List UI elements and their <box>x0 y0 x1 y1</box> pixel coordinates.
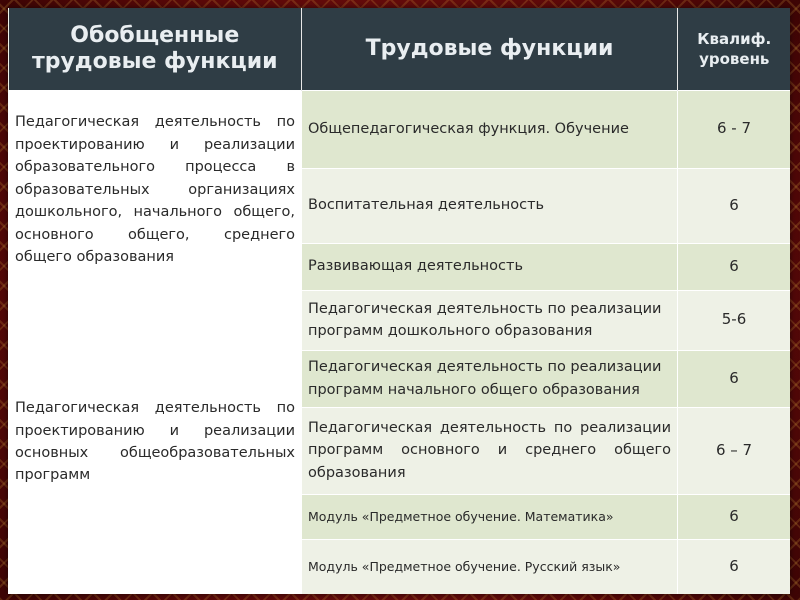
labor-function-cell: Педагогическая деятельность по реализации программ дошкольного образования <box>302 290 678 350</box>
table-row <box>9 90 791 168</box>
labor-function-cell: Воспитательная деятельность <box>302 168 678 243</box>
qualification-level-cell: 6 <box>678 350 791 407</box>
qualification-level-cell: 6 <box>678 494 791 539</box>
qualification-level-cell: 6 <box>678 539 791 594</box>
qualification-level-cell: 6 - 7 <box>678 90 791 168</box>
table-header-row <box>9 8 791 90</box>
qualification-level-cell: 5-6 <box>678 290 791 350</box>
general-function-text: Педагогическая деятельность по проектированию и реализации основных общеобразовательных программ <box>15 400 295 484</box>
header-labor-functions: Трудовые функции <box>302 8 678 90</box>
table-row <box>9 290 791 350</box>
qualification-level-cell: 6 <box>678 168 791 243</box>
general-function-text: Педагогическая деятельность по проектированию и реализации образовательного процесса в образовательных организациях дошкольного, начального общего, основного общего, среднего общего образования <box>15 114 295 266</box>
labor-function-cell: Общепедагогическая функция. Обучение <box>302 90 678 168</box>
labor-functions-table <box>8 8 790 594</box>
header-qualification-level: Квалиф. уровень <box>678 8 791 90</box>
qualification-level-cell: 6 – 7 <box>678 407 791 494</box>
labor-function-cell: Развивающая деятельность <box>302 243 678 290</box>
header-general-functions: Обобщенные трудовые функции <box>9 8 302 90</box>
labor-function-cell: Модуль «Предметное обучение. Математика» <box>302 494 678 539</box>
general-function-cell <box>9 290 302 594</box>
labor-function-cell: Модуль «Предметное обучение. Русский язык» <box>302 539 678 594</box>
slide <box>8 8 790 594</box>
labor-function-cell: Педагогическая деятельность по реализации программ начального общего образования <box>302 350 678 407</box>
qualification-level-cell: 6 <box>678 243 791 290</box>
general-function-cell <box>9 90 302 290</box>
labor-function-cell: Педагогическая деятельность по реализации программ основного и среднего общего образования <box>302 407 678 494</box>
